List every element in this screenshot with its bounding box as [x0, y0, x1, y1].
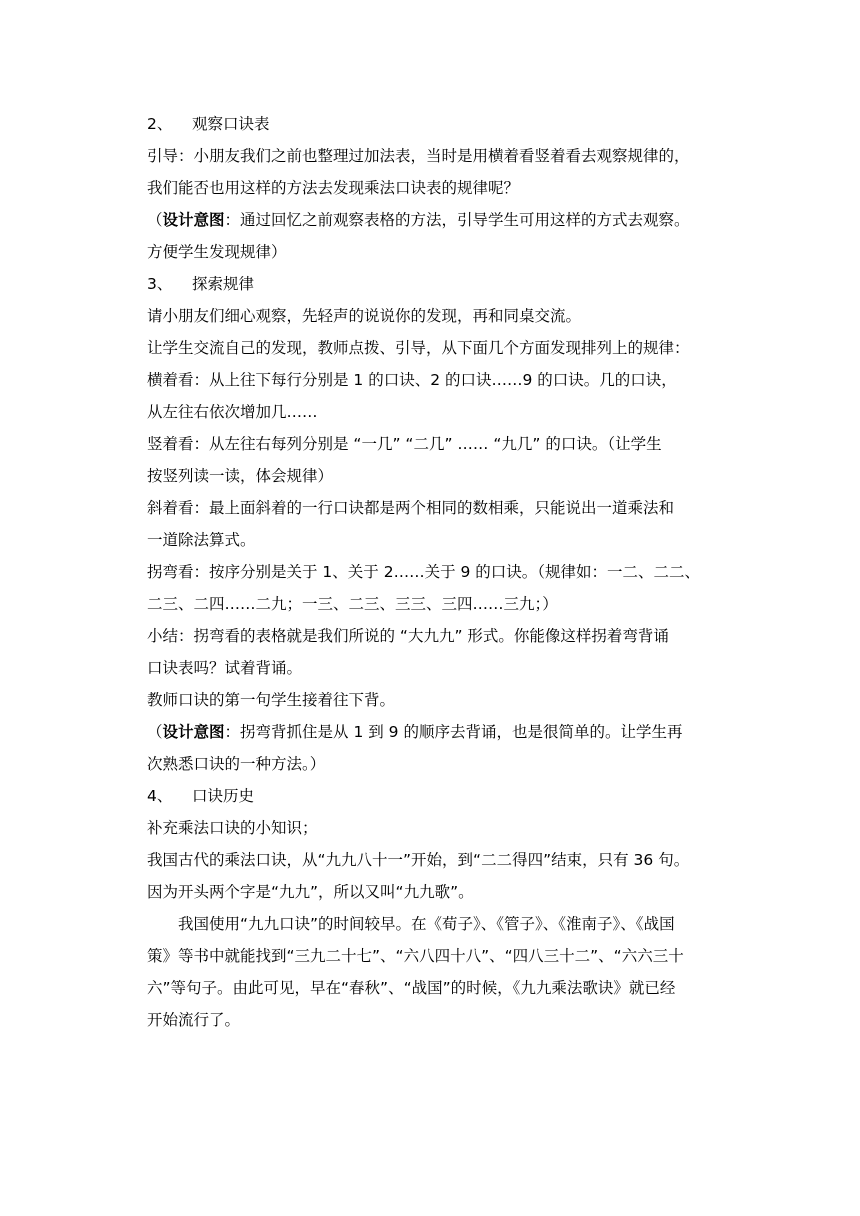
design-intent-text: ：通过回忆之前观察表格的方法，引导学生可用这样的方式去观察。: [224, 211, 690, 229]
paragraph-line: 竖着看：从左往右每列分别是 “一几” “二几” …… “九几” 的口诀。（让学生: [147, 435, 662, 453]
paragraph-line: 小结：拐弯看的表格就是我们所说的 “大九九” 形式。你能像这样拐着弯背诵: [147, 627, 669, 645]
paragraph-line: 请小朋友们细心观察，先轻声的说说你的发现，再和同桌交流。: [147, 307, 582, 325]
paragraph-line: 引导：小朋友我们之前也整理过加法表，当时是用横着看竖着看去观察规律的，: [147, 147, 690, 165]
design-intent-text: ：拐弯背抓住是从 1 到 9 的顺序去背诵，也是很简单的。让学生再: [224, 723, 683, 741]
paragraph-line: 一道除法算式。: [147, 531, 256, 549]
paragraph-line: 教师口诀的第一句学生接着往下背。: [147, 691, 396, 709]
design-intent-label: 设计意图: [162, 211, 225, 229]
section-number: 2、: [147, 115, 173, 133]
paragraph-line: 我国使用“九九口诀”的时间较早。在《荀子》、《管子》、《淮南子》、《战国: [178, 915, 675, 933]
section-heading-3: [147, 268, 737, 300]
design-intent-line: [147, 204, 737, 236]
paragraph-line: 从左往右依次增加几……: [147, 403, 318, 421]
paragraph-line: 二三、二四……二九；一三、二三、三三、三四……三九；）: [147, 595, 558, 613]
paragraph-line: 次熟悉口诀的一种方法。）: [147, 755, 326, 773]
open-paren: （: [147, 211, 163, 229]
open-paren: （: [147, 723, 163, 741]
paragraph-line: 补充乘法口诀的小知识；: [147, 819, 318, 837]
paragraph-line: 方便学生发现规律）: [147, 243, 287, 261]
section-heading-2: [147, 108, 737, 140]
design-intent-label: 设计意图: [162, 723, 225, 741]
paragraph-line: 让学生交流自己的发现，教师点拨、引导，从下面几个方面发现排列上的规律：: [147, 339, 690, 357]
paragraph-line: 横着看：从上往下每行分别是 1 的口诀、2 的口诀……9 的口诀。几的口诀，: [147, 371, 677, 389]
paragraph-line: 我国古代的乘法口诀，从“九九八十一”开始，到“二二得四”结束，只有 36 句。: [147, 851, 690, 869]
paragraph-line: 我们能否也用这样的方法去发现乘法口诀表的规律呢？: [147, 179, 520, 197]
paragraph-line: 斜着看：最上面斜着的一行口诀都是两个相同的数相乘，只能说出一道乘法和: [147, 499, 675, 517]
document-body: [147, 108, 737, 1036]
paragraph-line: 按竖列读一读，体会规律）: [147, 467, 334, 485]
design-intent-line: [147, 716, 737, 748]
paragraph-line: 开始流行了。: [147, 1011, 241, 1029]
paragraph-line: 六”等句子。由此可见，早在“春秋”、“战国”的时候，《九九乘法歌诀》就已经: [147, 979, 676, 997]
section-number: 4、: [147, 787, 173, 805]
section-number: 3、: [147, 275, 173, 293]
section-title: 探索规律: [192, 275, 255, 293]
paragraph-line: 策》等书中就能找到“三九二十七”、“六八四十八”、“四八三十二”、“六六三十: [147, 947, 684, 965]
section-title: 口诀历史: [192, 787, 255, 805]
paragraph-line: 因为开头两个字是“九九”，所以又叫“九九歌”。: [147, 883, 474, 901]
section-heading-4: [147, 780, 737, 812]
paragraph-line: 拐弯看：按序分别是关于 1、关于 2……关于 9 的口诀。（规律如：一二、二二、: [147, 563, 701, 581]
paragraph-line: 口诀表吗？试着背诵。: [147, 659, 303, 677]
section-title: 观察口诀表: [192, 115, 270, 133]
